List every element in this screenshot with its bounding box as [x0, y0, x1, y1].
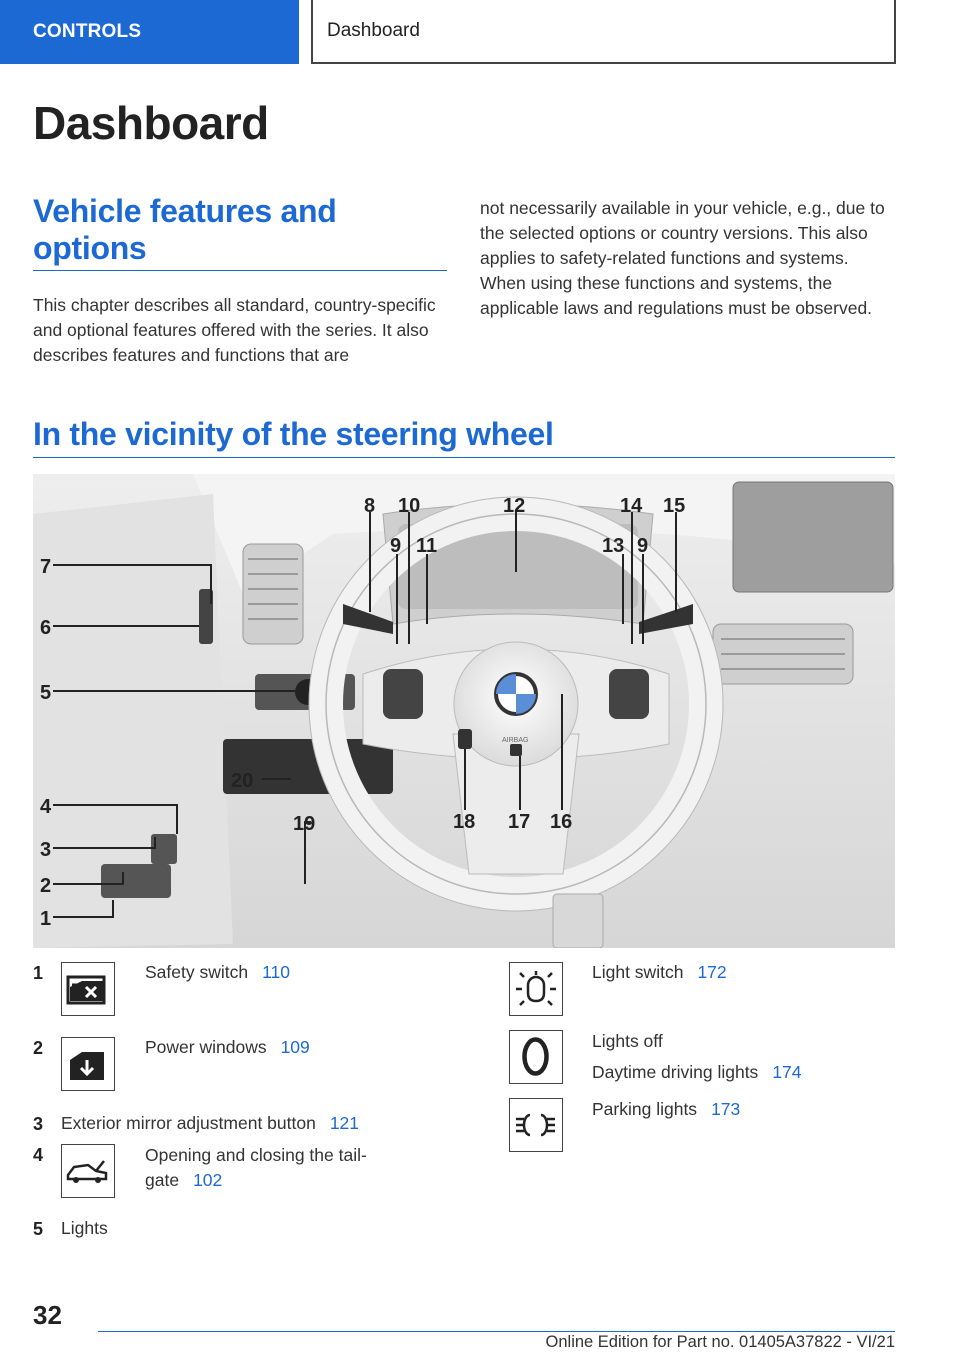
page-ref-link[interactable]: 174 — [772, 1062, 802, 1082]
item-label: Safety switch — [145, 962, 249, 982]
item-number: 2 — [33, 1038, 44, 1058]
page-ref-link[interactable]: 110 — [262, 962, 291, 982]
callout-13: 13 — [602, 535, 625, 557]
callout-20: 20 — [231, 770, 254, 792]
airbag-emblem: AIRBAG — [502, 737, 529, 744]
callout-11: 11 — [416, 535, 438, 557]
item-label: Light switch — [592, 962, 684, 982]
item-number: 4 — [33, 1145, 44, 1165]
legend-item-parking-lights — [592, 1097, 740, 1122]
callout-19: 19 — [293, 813, 316, 835]
item-label: Lights — [61, 1218, 108, 1238]
section-title-vehicle-features: Vehicle features and options — [33, 193, 337, 266]
page-number: 32 — [33, 1300, 62, 1330]
callout-3: 3 — [40, 839, 52, 861]
callout-7: 7 — [40, 556, 52, 578]
item-label: Opening and closing the tailgate — [145, 1145, 367, 1190]
section-rule — [33, 457, 895, 458]
section-rule — [33, 270, 447, 271]
callout-14: 14 — [620, 495, 643, 517]
intro-paragraph-right: not necessarily available in your vehicle, e.g., due to the selected options or country versions. This also applies to safety-related functions and systems. When using these functions and systems, the applicable laws and regulations must be observed. — [480, 198, 885, 318]
footer-edition: Online Edition for Part no. 01405A37822 - VI/21 — [545, 1333, 895, 1351]
legend-item-light-switch — [592, 960, 727, 985]
callout-9: 9 — [390, 535, 402, 557]
callout-8: 8 — [364, 495, 376, 517]
page-ref-link[interactable]: 102 — [193, 1170, 223, 1190]
callout-10: 10 — [398, 495, 421, 517]
item-number: 3 — [33, 1114, 44, 1134]
lights-off-icon — [509, 1030, 563, 1084]
footer-rule — [98, 1331, 895, 1332]
header-section-tab: CONTROLS — [0, 0, 299, 64]
legend-item-power-windows — [145, 1035, 310, 1060]
page-ref-link[interactable]: 172 — [697, 962, 727, 982]
power-windows-icon — [61, 1037, 115, 1091]
page-ref-link[interactable]: 109 — [280, 1037, 310, 1057]
section-title-steering-wheel: In the vicinity of the steering wheel — [33, 416, 554, 452]
item-number: 1 — [33, 963, 44, 983]
page-title: Dashboard — [33, 97, 269, 149]
item-label: Power windows — [145, 1037, 267, 1057]
callout-15: 15 — [663, 495, 686, 517]
intro-paragraph-left: This chapter describes all standard, country-specific and optional features offered with the series. It also describes features and functions that are — [33, 295, 436, 365]
callout-18: 18 — [453, 811, 476, 833]
cockpit-illustration — [33, 474, 895, 948]
page-ref-link[interactable]: 173 — [711, 1099, 741, 1119]
callout-5: 5 — [40, 682, 52, 704]
callout-4: 4 — [40, 796, 52, 818]
tailgate-icon — [61, 1144, 115, 1198]
light-switch-icon — [509, 962, 563, 1016]
legend-item-tailgate — [145, 1143, 415, 1193]
callout-2: 2 — [40, 875, 52, 897]
callout-16: 16 — [550, 811, 573, 833]
callout-12: 12 — [503, 495, 526, 517]
callout-6: 6 — [40, 617, 52, 639]
page-ref-link[interactable]: 121 — [329, 1113, 360, 1133]
item-label: Daytime driving lights — [592, 1062, 759, 1082]
callout-1: 1 — [40, 908, 52, 930]
legend-item-lights — [61, 1216, 108, 1241]
item-number: 5 — [33, 1219, 44, 1239]
legend-item-mirror-adjustment — [61, 1111, 359, 1136]
callout-17: 17 — [508, 811, 531, 833]
item-label: Exterior mirror adjustment button — [61, 1113, 316, 1133]
legend-item-lights-off: Lights off — [592, 1031, 663, 1051]
legend-item-safety-switch — [145, 960, 290, 985]
header-chapter-tab: Dashboard — [311, 0, 896, 64]
safety-switch-icon — [61, 962, 115, 1016]
item-label: Parking lights — [592, 1099, 698, 1119]
parking-lights-icon — [509, 1098, 563, 1152]
callout-9-right: 9 — [637, 535, 649, 557]
legend-item-daytime-lights — [592, 1060, 802, 1085]
